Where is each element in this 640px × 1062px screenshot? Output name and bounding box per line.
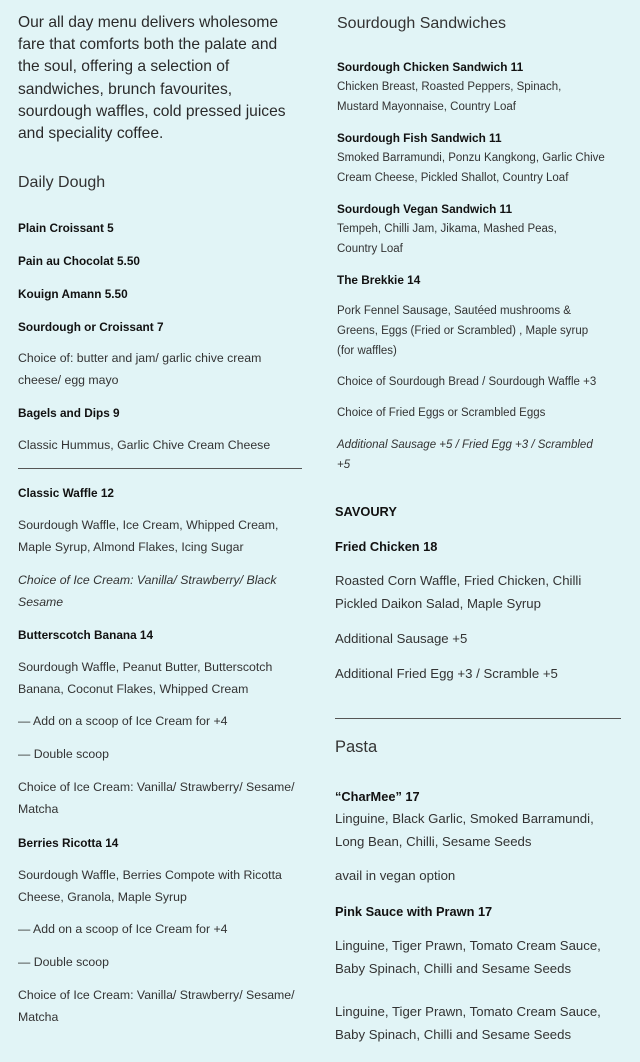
vegan-sandwich-description: Tempeh, Chilli Jam, Jikama, Mashed Peas, Country Loaf [337, 223, 557, 255]
menu-item-berries-ricotta: Berries Ricotta 14 [18, 836, 119, 850]
menu-item-bagels-and-dips: Bagels and Dips 9 [18, 406, 120, 420]
chicken-sandwich-description: Chicken Breast, Roasted Peppers, Spinach, Mustard Mayonnaise, Country Loaf [337, 81, 562, 113]
savoury-heading: SAVOURY [335, 504, 397, 519]
pasta-heading: Pasta [335, 738, 378, 756]
berries-addon: — Add on a scoop of Ice Cream for +4 [18, 922, 228, 936]
berries-double-scoop: — Double scoop [18, 955, 109, 969]
menu-item-chicken-sandwich: Sourdough Chicken Sandwich 11 [337, 60, 524, 74]
berries-ice-cream-choice: Choice of Ice Cream: Vanilla/ Strawberry/ Sesame/ Matcha [18, 988, 295, 1024]
menu-item-kouign-amann: Kouign Amann 5.50 [18, 287, 128, 301]
vegan-option-note: avail in vegan option [335, 868, 456, 883]
menu-item-butterscotch-banana: Butterscotch Banana 14 [18, 628, 154, 642]
sandwiches-heading: Sourdough Sandwiches [337, 15, 507, 32]
classic-waffle-ice-cream-choice: Choice of Ice Cream: Vanilla/ Strawberry/ Black Sesame [18, 573, 277, 609]
fish-sandwich-description: Smoked Barramundi, Ponzu Kangkong, Garlic Chive Cream Cheese, Pickled Shallot, Country Loaf [337, 152, 605, 184]
additional-egg: Additional Fried Egg +3 / Scramble +5 [335, 666, 558, 681]
charmee-description: Linguine, Black Garlic, Smoked Barramundi, Long Bean, Chilli, Sesame Seeds [335, 811, 594, 849]
pink-sauce-description-repeat: Linguine, Tiger Prawn, Tomato Cream Sauce, Baby Spinach, Chilli and Sesame Seeds [335, 1004, 601, 1042]
daily-dough-heading: Daily Dough [18, 174, 106, 191]
butterscotch-double-scoop: — Double scoop [18, 747, 109, 761]
menu-item-the-brekkie: The Brekkie 14 [337, 273, 421, 287]
brekkie-egg-choice: Choice of Fried Eggs or Scrambled Eggs [337, 407, 546, 419]
menu-item-pain-au-chocolat: Pain au Chocolat 5.50 [18, 254, 140, 268]
butterscotch-banana-description: Sourdough Waffle, Peanut Butter, Butterscotch Banana, Coconut Flakes, Whipped Cream [18, 660, 273, 696]
intro-text: Our all day menu delivers wholesome fare that comforts both the palate and the soul, offering a selection of sandwiches, brunch favourites, sourdough waffles, cold pressed juices and speciality coffee. [18, 14, 286, 143]
classic-waffle-description: Sourdough Waffle, Ice Cream, Whipped Cream, Maple Syrup, Almond Flakes, Icing Sugar [18, 518, 279, 554]
menu-item-fish-sandwich: Sourdough Fish Sandwich 11 [337, 131, 502, 145]
berries-ricotta-description: Sourdough Waffle, Berries Compote with Ricotta Cheese, Granola, Maple Syrup [18, 868, 282, 904]
section-divider [18, 468, 302, 469]
brekkie-bread-choice: Choice of Sourdough Bread / Sourdough Waffle +3 [337, 376, 597, 388]
bagels-description: Classic Hummus, Garlic Chive Cream Cheese [18, 438, 271, 452]
brekkie-description: Pork Fennel Sausage, Sautéed mushrooms & Greens, Eggs (Fried or Scrambled) , Maple syrup (for waffles) [337, 305, 589, 357]
fried-chicken-description: Roasted Corn Waffle, Fried Chicken, Chilli Pickled Daikon Salad, Maple Syrup [335, 573, 582, 611]
butterscotch-addon: — Add on a scoop of Ice Cream for +4 [18, 714, 228, 728]
pink-sauce-description: Linguine, Tiger Prawn, Tomato Cream Sauce, Baby Spinach, Chilli and Sesame Seeds [335, 938, 601, 976]
menu-item-pink-sauce-prawn: Pink Sauce with Prawn 17 [335, 904, 493, 919]
menu-item-classic-waffle: Classic Waffle 12 [18, 486, 114, 500]
brekkie-additional: Additional Sausage +5 / Fried Egg +3 / Scrambled +5 [337, 439, 593, 471]
menu-item-sourdough-or-croissant: Sourdough or Croissant 7 [18, 320, 164, 334]
menu-item-plain-croissant: Plain Croissant 5 [18, 221, 114, 235]
section-divider [335, 718, 621, 719]
menu-item-charmee: “CharMee” 17 [335, 789, 420, 804]
additional-sausage: Additional Sausage +5 [335, 631, 468, 646]
butterscotch-ice-cream-choice: Choice of Ice Cream: Vanilla/ Strawberry/ Sesame/ Matcha [18, 780, 295, 816]
menu-item-fried-chicken: Fried Chicken 18 [335, 539, 438, 554]
spread-choices: Choice of: butter and jam/ garlic chive cream cheese/ egg mayo [18, 351, 262, 387]
menu-item-vegan-sandwich: Sourdough Vegan Sandwich 11 [337, 202, 513, 216]
